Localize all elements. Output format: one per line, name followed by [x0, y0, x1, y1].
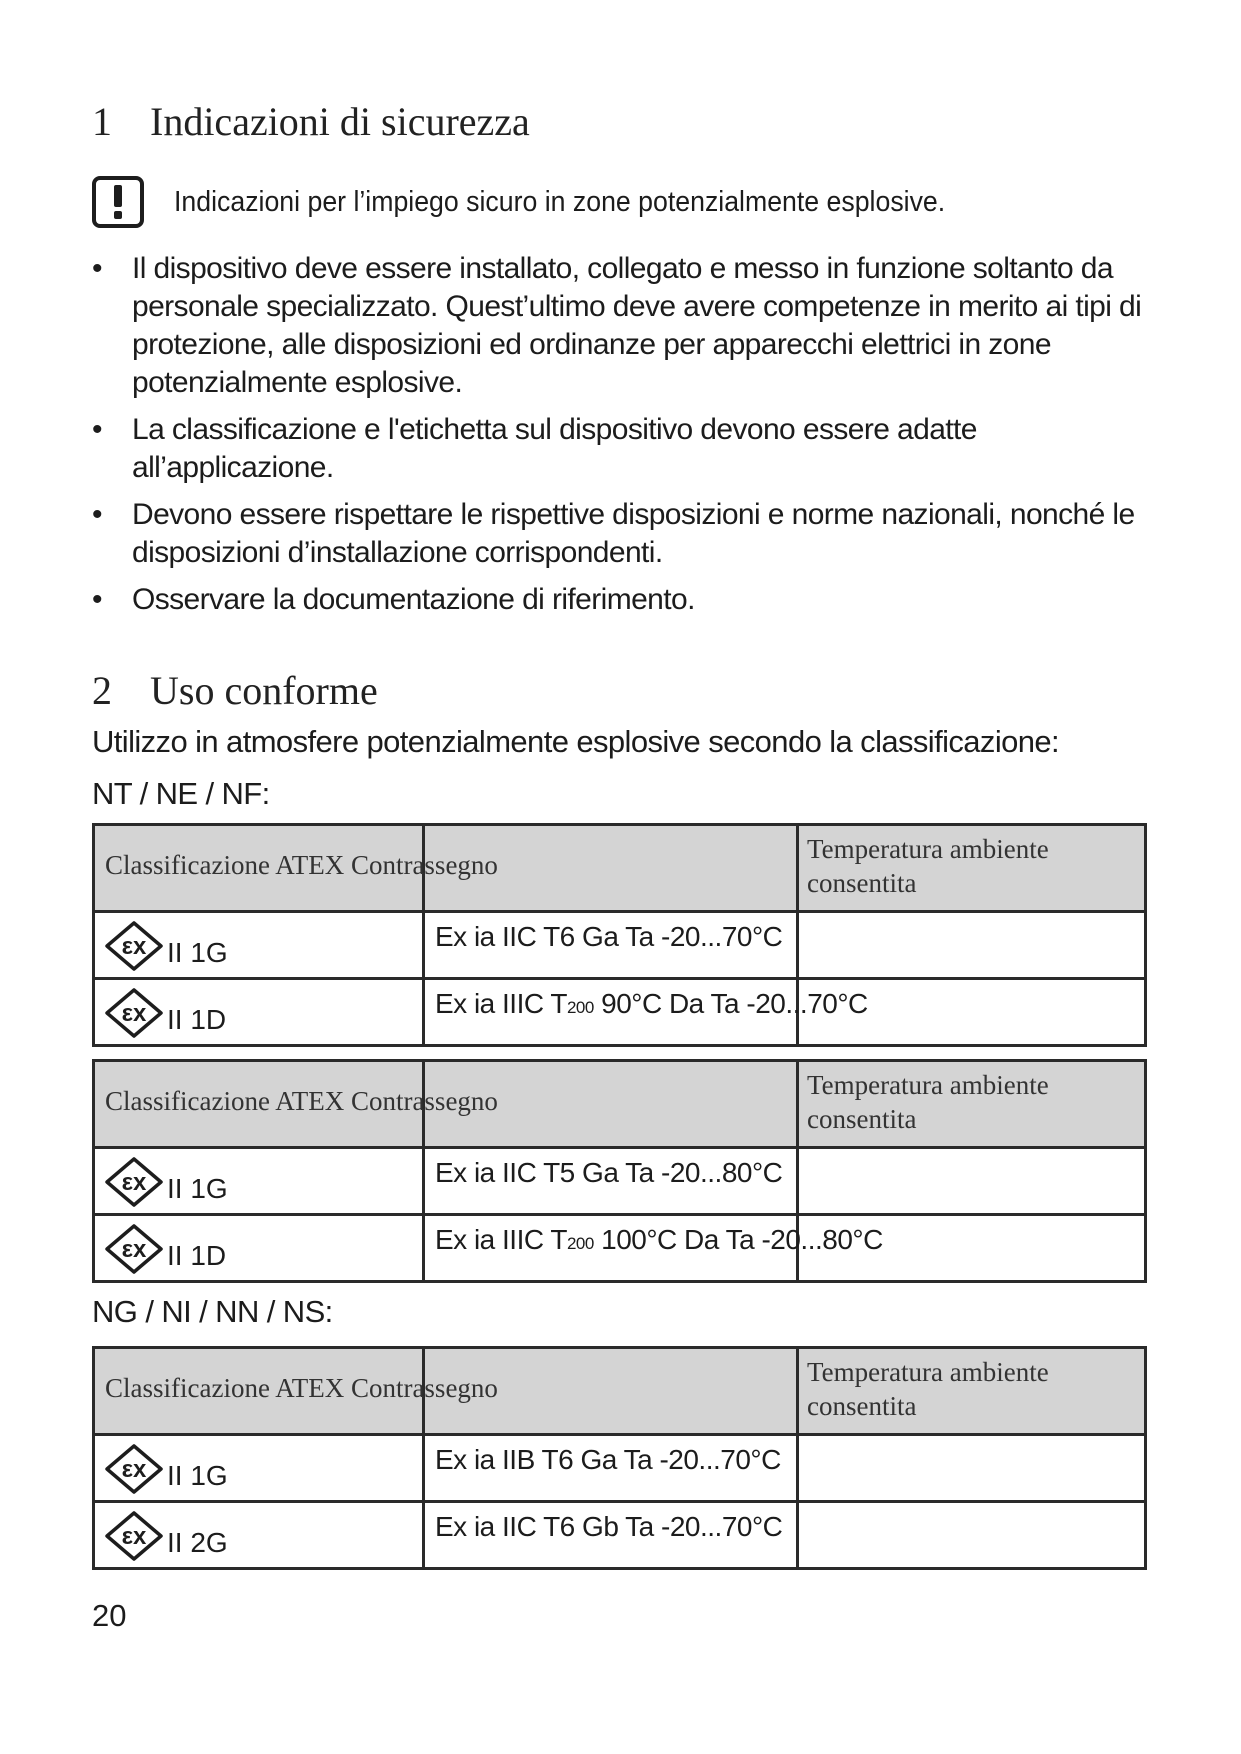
ex-explosion-protection-icon	[105, 1511, 163, 1561]
atex-class: II 1G	[167, 1173, 228, 1204]
temperature-cell	[798, 1148, 1146, 1215]
table-row	[94, 979, 1146, 1046]
header-classification-marking: Classificazione ATEX Contrassegno	[105, 850, 498, 880]
temperature-cell	[798, 1435, 1146, 1502]
group-2-label: NG / NI / NN / NS:	[92, 1294, 333, 1329]
ex-marking: Ex ia IIB T6 Ga Ta -20...70°C	[435, 1444, 781, 1475]
table-row	[94, 1502, 1146, 1569]
bullet-point: •	[92, 413, 102, 446]
table-header-row	[94, 1348, 1146, 1435]
ex-marking: Ex ia IIC T5 Ga Ta -20...80°C	[435, 1157, 783, 1188]
header-ambient-temperature: Temperatura ambiente consentita	[798, 1348, 1146, 1435]
section-2-heading	[92, 667, 378, 714]
atex-class: II 2G	[167, 1527, 228, 1558]
section-2-title: Uso conforme	[150, 668, 378, 713]
bullet-point: •	[92, 498, 102, 531]
header-ambient-temperature: Temperatura ambiente consentita	[798, 1061, 1146, 1148]
notice-text: Indicazioni per l’impiego sicuro in zone potenzialmente esplosive.	[174, 185, 946, 218]
atex-class: II 1G	[167, 937, 228, 968]
header-classification-marking: Classificazione ATEX Contrassegno	[105, 1373, 498, 1403]
table-row	[94, 1215, 1146, 1282]
ex-explosion-protection-icon	[105, 1444, 163, 1494]
temperature-cell	[798, 912, 1146, 979]
bullet-point: •	[92, 252, 102, 285]
atex-table-3	[92, 1346, 1147, 1570]
section-1-title: Indicazioni di sicurezza	[150, 99, 530, 144]
atex-class: II 1D	[167, 1240, 227, 1271]
ex-explosion-protection-icon	[105, 921, 163, 971]
table-row	[94, 1435, 1146, 1502]
list-item: • Devono essere rispettare le rispettive disposizioni e norme nazionali, nonché le disposizioni d’installazione corrispondenti.	[92, 498, 1135, 569]
ex-explosion-protection-icon	[105, 988, 163, 1038]
list-item: • La classificazione e l'etichetta sul dispositivo devono essere adatte all’applicazione.	[92, 413, 977, 484]
list-item: • Il dispositivo deve essere installato, collegato e messo in funzione soltanto da personale specializzato. Quest’ultimo deve avere competenze in merito ai tipi di protezione, alle disposizioni ed ordinanze per apparecchi elettrici in zone potenzialmente esplosive.	[92, 252, 1142, 399]
atex-table-1	[92, 823, 1147, 1047]
table-row	[94, 1148, 1146, 1215]
section-1-heading	[92, 98, 530, 145]
ex-explosion-protection-icon	[105, 1224, 163, 1274]
header-ambient-temperature: Temperatura ambiente consentita	[798, 825, 1146, 912]
page-number: 20	[92, 1598, 127, 1633]
bullet-point: •	[92, 583, 102, 616]
safety-bullet-list	[92, 250, 1152, 628]
safety-notice	[92, 176, 1012, 228]
section-1-number: 1	[92, 99, 112, 144]
usage-intro: Utilizzo in atmosfere potenzialmente esplosive secondo la classificazione:	[92, 724, 1060, 759]
ex-marking: Ex ia IIIC T200 100°C Da Ta -20...80°C	[435, 1224, 883, 1255]
ex-marking: Ex ia IIIC T200 90°C Da Ta -20...70°C	[435, 988, 868, 1019]
ex-explosion-protection-icon	[105, 1157, 163, 1207]
atex-class: II 1D	[167, 1004, 227, 1035]
table-row	[94, 912, 1146, 979]
header-classification-marking: Classificazione ATEX Contrassegno	[105, 1086, 498, 1116]
warning-exclamation-icon	[92, 176, 144, 228]
ex-marking: Ex ia IIC T6 Gb Ta -20...70°C	[435, 1511, 783, 1542]
section-2-number: 2	[92, 668, 112, 713]
temperature-cell	[798, 1502, 1146, 1569]
ex-marking: Ex ia IIC T6 Ga Ta -20...70°C	[435, 921, 783, 952]
atex-class: II 1G	[167, 1460, 228, 1491]
table-header-row	[94, 825, 1146, 912]
group-1-label: NT / NE / NF:	[92, 776, 270, 811]
table-header-row	[94, 1061, 1146, 1148]
list-item: • Osservare la documentazione di riferimento.	[92, 581, 1152, 619]
atex-table-2	[92, 1059, 1147, 1283]
